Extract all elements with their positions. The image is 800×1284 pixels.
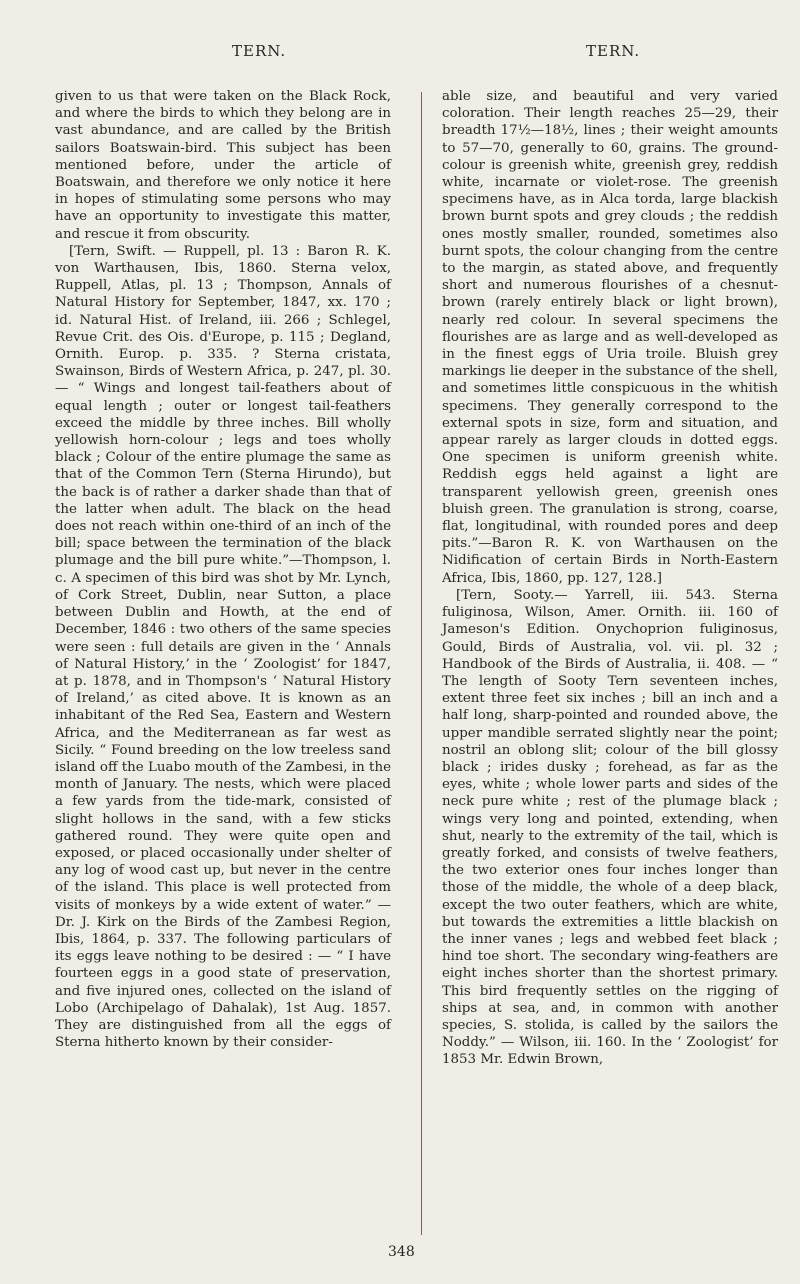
right-column: [442, 88, 778, 1069]
right-paragraph-2: [Tern, Sooty.— Yarrell, iii. 543. Sterna fuliginosa, Wilson, Amer. Ornith. iii. 160 of Jameson's Edition. Onychoprion fuliginosus, Gould, Birds of Australia, vol. vii. pl. 32 ; Handbook of the Birds of Australia, ii. 408. — “ The length of Sooty Tern seventeen inches, extent three feet six inches ; bill an inch and a half long, sharp-pointed and rounded above, the upper mandible serrated slightly near the point; nostril an oblong slit; colour of the bill glossy black ; irides dusky ; forehead, as far as the eyes, white ; whole lower parts and sides of the neck pure white ; rest of the plumage black ; wings very long and pointed, extending, when shut, nearly to the extremity of the tail, which is greatly forked, and consists of twelve feathers, the two exterior ones four inches longer than those of the middle, the whole of a deep black, except the two outer feathers, which are white, but towards the extremities a little blackish on the inner vanes ; legs and webbed feet black ; hind toe short. The secondary wing-feathers are eight inches shorter than the shortest primary. This bird frequently settles on the rigging of ships at sea, and, in common with another species, S. stolida, is called by the sailors the Noddy.” — Wilson, iii. 160. In the ‘ Zoologist’ for 1853 Mr. Edwin Brown,: [442, 587, 778, 1068]
page-number: 348: [388, 1244, 415, 1260]
running-head-left: TERN.: [232, 42, 287, 60]
left-paragraph-2: [Tern, Swift. — Ruppell, pl. 13 : Baron R. K. von Warthausen, Ibis, 1860. Sterna velox, Ruppell, Atlas, pl. 13 ; Thompson, Annals of Natural History for September, 1847, xx. 170 ; id. Natural Hist. of Ireland, iii. 266 ; Schlegel, Revue Crit. des Ois. d'Europe, p. 115 ; Degland, Ornith. Europ. p. 335. ? Sterna cristata, Swainson, Birds of Western Africa, p. 247, pl. 30. — “ Wings and longest tail-feathers about of equal length ; outer or longest tail-feathers exceed the middle by three inches. Bill wholly yellowish horn-colour ; legs and toes wholly black ; Colour of the entire plumage the same as that of the Common Tern (Sterna Hirundo), but the back is of rather a darker shade than that of the latter when adult. The black on the head does not reach within one-third of an inch of the bill; space between the termination of the black plumage and the bill pure white.”—Thompson, l. c. A specimen of this bird was shot by Mr. Lynch, of Cork Street, Dublin, near Sutton, a place between Dublin and Howth, at the end of December, 1846 : two others of the same species were seen : full details are given in the ‘ Annals of Natural History,’ in the ‘ Zoologist’ for 1847, at p. 1878, and in Thompson's ‘ Natural History of Ireland,’ as cited above. It is known as an inhabitant of the Red Sea, Eastern and Western Africa, and the Mediterranean as far west as Sicily. “ Found breeding on the low treeless sand island off the Luabo mouth of the Zambesi, in the month of January. The nests, which were placed a few yards from the tide-mark, consisted of slight hollows in the sand, with a few sticks gathered round. They were quite open and exposed, or placed occasionally under shelter of any log of wood cast up, but never in the centre of the island. This place is well protected from visits of monkeys by a wide extent of water.” — Dr. J. Kirk on the Birds of the Zambesi Region, Ibis, 1864, p. 337. The following particulars of its eggs leave nothing to be desired : — “ I have fourteen eggs in a good state of preservation, and five injured ones, collected on the island of Lobo (Archipelago of Dahalak), 1st Aug. 1857. They are distinguished from all the eggs of Sterna hitherto known by their consider-: [55, 243, 391, 1051]
right-paragraph-1: able size, and beautiful and very varied coloration. Their length reaches 25—29, their breadth 17½—18½, lines ; their weight amounts to 57—70, generally to 60, grains. The ground-colour is greenish white, greenish grey, reddish white, incarnate or violet-rose. The greenish specimens have, as in Alca torda, large blackish brown burnt spots and grey clouds ; the reddish ones mostly smaller, rounded, sometimes also burnt spots, the colour changing from the centre to the margin, as stated above, and frequently short and numerous flourishes of a chesnut-brown (rarely entirely black or light brown), nearly red colour. In several specimens the flourishes are as large and as well-developed as in the finest eggs of Uria troile. Bluish grey markings lie deeper in the substance of the shell, and sometimes little conspicuous in the whitish specimens. They generally correspond to the external spots in size, form and situation, and appear rarely as larger clouds in dotted eggs. One specimen is uniform greenish white. Reddish eggs held against a light are transparent yellowish green, greenish ones bluish green. The granulation is strong, coarse, flat, longitudinal, with rounded pores and deep pits.”—Baron R. K. von Warthausen on the Nidification of certain Birds in North-Eastern Africa, Ibis, 1860, pp. 127, 128.]: [442, 89, 778, 586]
left-column: [55, 88, 391, 1051]
running-head-right: TERN.: [586, 42, 641, 60]
left-paragraph-1: given to us that were taken on the Black Rock, and where the birds to which they belong are in vast abundance, and are called by the British sailors Boatswain-bird. This subject has been mentioned before, under the article of Boatswain, and therefore we only notice it here in hopes of stimulating some persons who may have an opportunity to investigate this matter, and rescue it from obscurity.: [55, 89, 391, 242]
column-divider: [421, 92, 422, 1235]
